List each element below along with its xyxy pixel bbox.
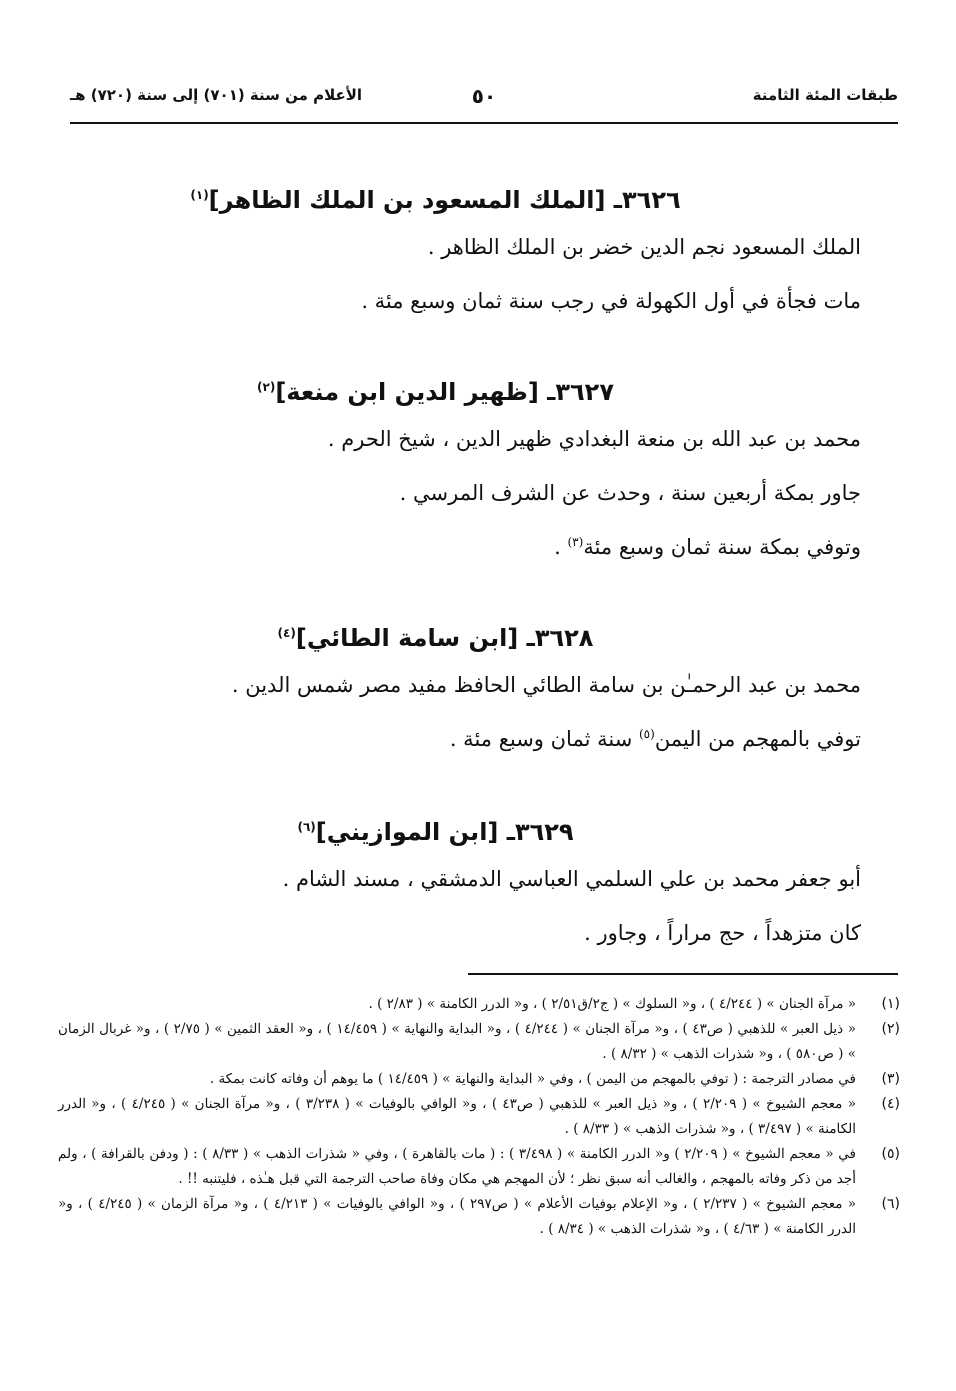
body-line-text: محمد بن عبد الرحمـٰن بن سامة الطائي الحافظ مفيد مصر شمس الدين . xyxy=(231,673,861,697)
footnote-text: « ذيل العبر » للذهبي ( ص٤٣ ) ، و« مرآة الجنان » ( ٤/٢٤٤ ) ، و« البداية والنهاية » ( ١٤/٤٥٩ ) ، و« العقد الثمين » ( ٢/٧٥ ) ، و« غربال الزمان » ( ص٥٨٠ ) ، و« شذرات الذهب » ( ٨/٣٢ ) . xyxy=(58,1021,856,1062)
body-line-text: أبو جعفر محمد بن علي السلمي العباسي الدمشقي ، مسند الشام . xyxy=(282,867,861,891)
footnote xyxy=(58,992,900,1017)
body-line xyxy=(70,658,861,712)
footnote-number: (٤) xyxy=(881,1096,900,1112)
footnote-text: « معجم الشيوخ » ( ٢/٢٣٧ ) ، و« الإعلام بوفيات الأعلام » ( ص٢٩٧ ) ، و« الوافي بالوفيات » ( ٤/٢١٣ ) ، و« مرآة الزمان » ( ٤/٢٤٥ ) ، و« الدرر الكامنة » ( ٤/٦٣ ) ، و« شذرات الذهب » ( ٨/٣٤ ) . xyxy=(58,1196,856,1237)
header-rule xyxy=(70,122,898,124)
body-line xyxy=(70,520,861,574)
footnote xyxy=(58,1192,900,1242)
entry-3626 xyxy=(70,180,861,328)
footnote-number: (٥) xyxy=(881,1146,900,1162)
body-line xyxy=(70,274,861,328)
body-line xyxy=(70,852,861,906)
body-line-tail: . xyxy=(554,535,568,559)
entry-3629 xyxy=(70,812,861,960)
footnote-ref[interactable]: (٥) xyxy=(638,727,655,741)
footnote-ref[interactable]: (٤) xyxy=(277,626,296,640)
footnote-number: (٣) xyxy=(881,1071,900,1087)
body-line xyxy=(70,906,861,960)
volume-range-header: الأعلام من سنة (٧٠١) إلى سنة (٧٢٠) هـ xyxy=(70,86,363,104)
footnote-number: (٦) xyxy=(881,1196,900,1212)
footnote-text: « معجم الشيوخ » ( ٢/٢٠٩ ) ، و« ذيل العبر » للذهبي ( ص٤٣ ) ، و« الوافي بالوفيات » ( ٣/٢٣٨ ) ، و« مرآة الجنان » ( ٤/٢٤٥ ) ، و« الدرر الكامنة » ( ٣/٤٩٧ ) ، و« شذرات الذهب » ( ٨/٣٣ ) . xyxy=(58,1096,856,1137)
body-line-text: جاور بمكة أربعين سنة ، وحدث عن الشرف المرسي . xyxy=(399,481,861,505)
page-number: ٥٠ xyxy=(471,84,497,108)
footnote-text: في « معجم الشيوخ » ( ٢/٢٠٩ ) و« الدرر الكامنة » ( ٣/٤٩٨ ) : ( مات بالقاهرة ) ، وفي « شذرات الذهب » ( ٨/٣٣ ) : ( ودفن بالقرافة ) ، ولم أجد من ذكر وفاته بالمهجم ، والغالب أنه سبق نظر ؛ لأن المهجم هي مكان وفاة صاحب الترجمة التي قبل هـٰذه ، فليتنبه !! . xyxy=(58,1146,856,1187)
body-line-text: مات فجأة في أول الكهولة في رجب سنة ثمان وسبع مئة . xyxy=(361,289,861,313)
footnote-separator xyxy=(468,973,898,975)
running-head xyxy=(70,86,898,116)
entry-title xyxy=(70,812,861,852)
footnote-ref[interactable]: (٣) xyxy=(567,535,584,549)
entry-title xyxy=(70,180,861,220)
body-line-text: وتوفي بمكة سنة ثمان وسبع مئة xyxy=(583,535,861,559)
entry-title xyxy=(70,618,861,658)
footnotes xyxy=(58,992,900,1242)
body-line-text: الملك المسعود نجم الدين خضر بن الملك الظاهر . xyxy=(427,235,861,259)
footnote xyxy=(58,1067,900,1092)
body-line-text: كان متزهداً ، حج مراراً ، وجاور . xyxy=(584,921,861,945)
footnote xyxy=(58,1142,900,1192)
footnote xyxy=(58,1017,900,1067)
footnote-ref[interactable]: (٦) xyxy=(297,820,316,834)
body-line xyxy=(70,466,861,520)
footnote-text: في مصادر الترجمة : ( توفي بالمهجم من اليمن ) ، وفي « البداية والنهاية » ( ١٤/٤٥٩ ) ما يوهم أن وفاته كانت بمكة . xyxy=(209,1071,856,1087)
body-line-text: توفي بالمهجم من اليمن xyxy=(654,727,861,751)
entry-title-text: ٣٦٢٦ـ [الملك المسعود بن الملك الظاهر] xyxy=(208,186,681,214)
footnote xyxy=(58,1092,900,1142)
body-line-text: محمد بن عبد الله بن منعة البغدادي ظهير الدين ، شيخ الحرم . xyxy=(327,427,861,451)
body-line-tail: سنة ثمان وسبع مئة . xyxy=(449,727,639,751)
entry-3628 xyxy=(70,618,861,766)
body-line xyxy=(70,712,861,766)
entry-title-text: ٣٦٢٧ـ [ظهير الدين ابن منعة] xyxy=(275,378,614,406)
entry-3627 xyxy=(70,372,861,574)
footnote-number: (٢) xyxy=(881,1021,900,1037)
footnote-ref[interactable]: (١) xyxy=(190,188,209,202)
footnote-number: (١) xyxy=(881,996,900,1012)
book-title-header: طبقات المئة الثامنة xyxy=(752,86,898,104)
body-line xyxy=(70,412,861,466)
footnote-text: « مرآة الجنان » ( ٤/٢٤٤ ) ، و« السلوك » ( ج٢/ق٢/٥١ ) ، و« الدرر الكامنة » ( ٢/٨٣ ) . xyxy=(368,996,856,1012)
body-line xyxy=(70,220,861,274)
footnote-ref[interactable]: (٢) xyxy=(257,380,276,394)
entry-title-text: ٣٦٢٨ـ [ابن سامة الطائي] xyxy=(295,624,594,652)
entry-title xyxy=(70,372,861,412)
entry-title-text: ٣٦٢٩ـ [ابن الموازيني] xyxy=(315,818,574,846)
